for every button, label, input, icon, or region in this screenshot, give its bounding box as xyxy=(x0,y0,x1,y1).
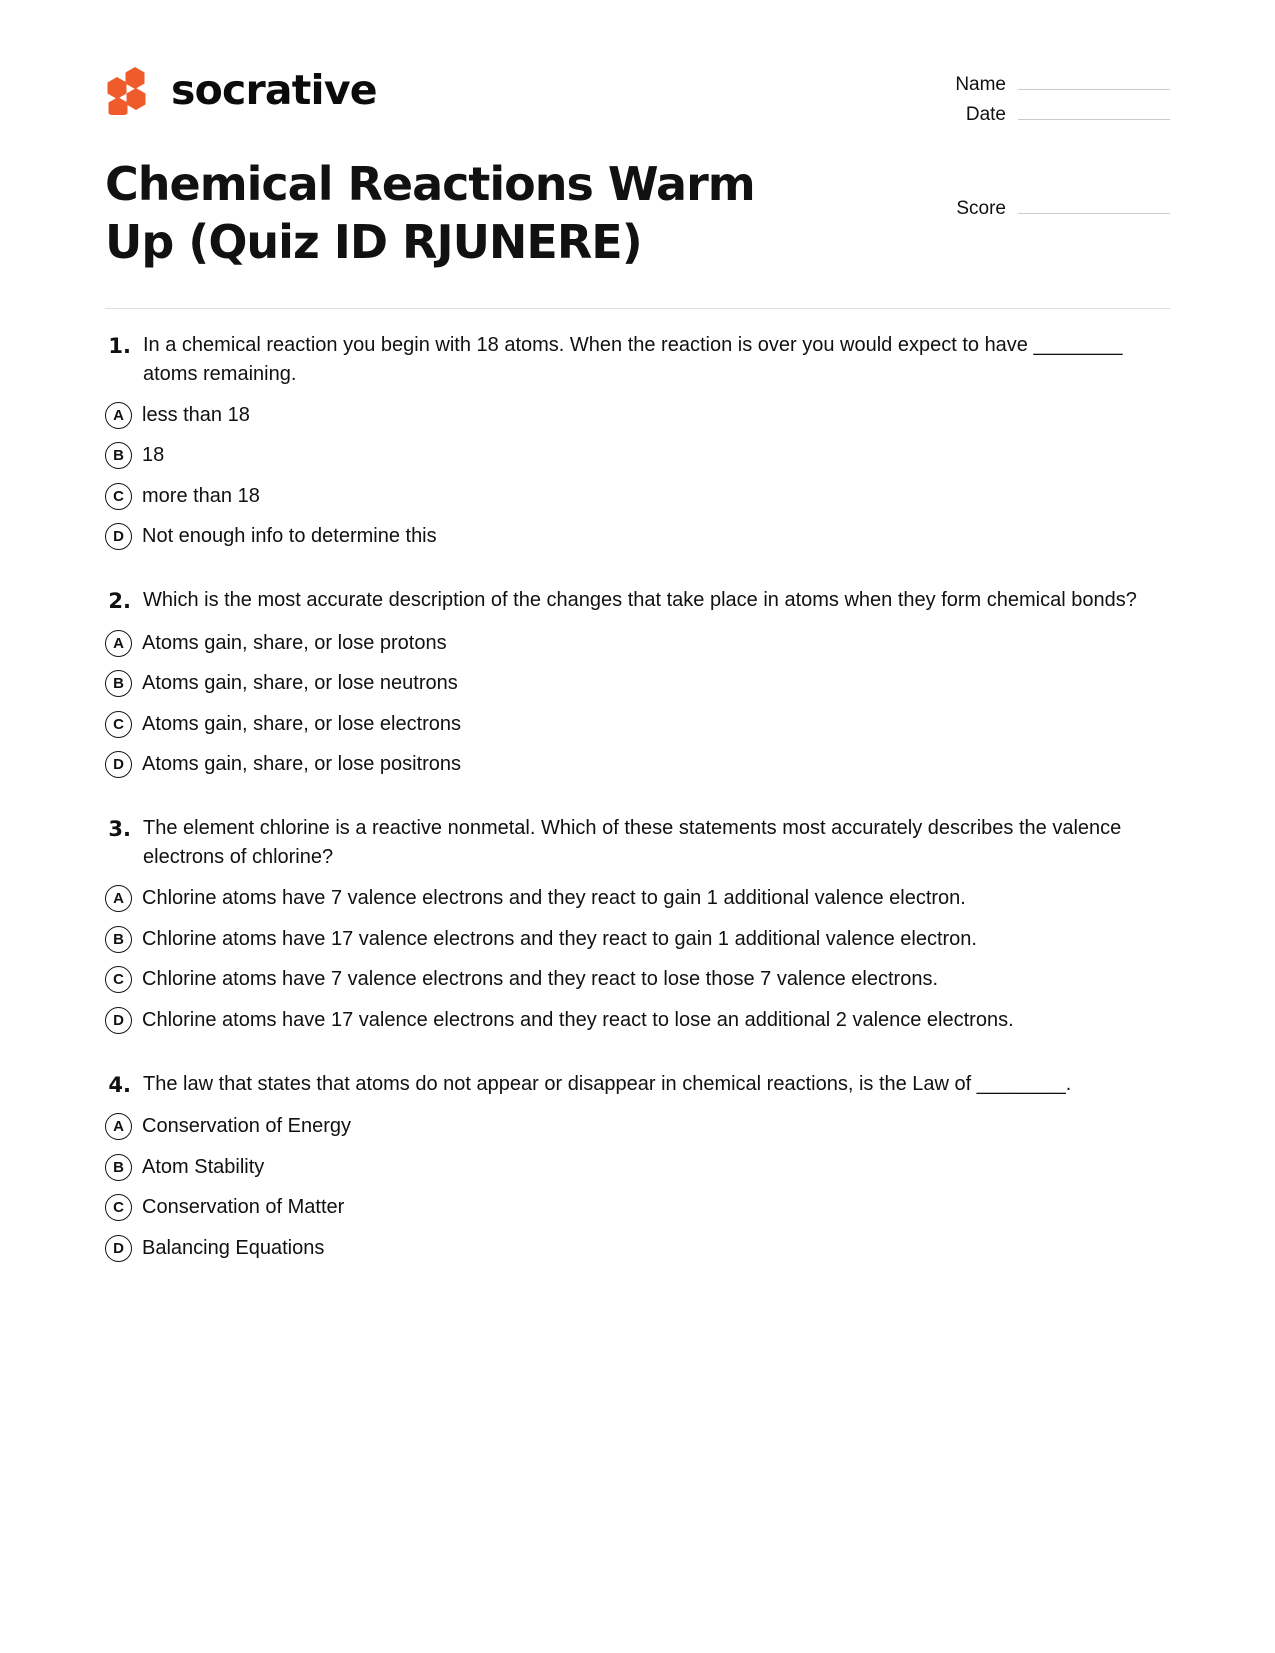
choice-label: Atoms gain, share, or lose neutrons xyxy=(142,672,458,695)
question-number: 3. xyxy=(108,817,131,842)
choice-list xyxy=(105,883,1170,1034)
name-label: Name xyxy=(955,74,1006,95)
title-zone xyxy=(0,134,1275,272)
choice-bubble-b[interactable]: B xyxy=(105,1154,132,1181)
choice-option[interactable] xyxy=(105,521,1170,550)
choice-label: Chlorine atoms have 7 valence electrons and they react to lose those 7 valence electrons. xyxy=(142,968,939,991)
choice-bubble-c[interactable]: C xyxy=(105,1194,132,1221)
choice-label: more than 18 xyxy=(142,484,260,507)
name-field-row xyxy=(925,74,1170,96)
questions-list xyxy=(0,309,1275,1262)
choice-option[interactable] xyxy=(105,964,1170,993)
choice-label: Not enough info to determine this xyxy=(142,525,437,548)
choice-bubble-c[interactable]: C xyxy=(105,966,132,993)
choice-list xyxy=(105,1111,1170,1262)
question-heading xyxy=(105,1070,1170,1100)
page-title: Chemical Reactions Warm Up (Quiz ID RJUNERE) xyxy=(105,157,755,269)
date-field-row xyxy=(925,104,1170,126)
choice-label: less than 18 xyxy=(142,403,250,426)
choice-bubble-c[interactable]: C xyxy=(105,483,132,510)
question-heading xyxy=(105,331,1170,389)
brand-name: socrative xyxy=(171,65,377,114)
choice-option[interactable] xyxy=(105,440,1170,469)
choice-list xyxy=(105,628,1170,779)
score-field-row xyxy=(925,198,1170,220)
socrative-brand xyxy=(105,62,377,118)
choice-label: Atoms gain, share, or lose positrons xyxy=(142,753,462,776)
question-text: In a chemical reaction you begin with 18 atoms. When the reaction is over you would expect to have ________ atoms remaining. xyxy=(143,333,1123,385)
choice-option[interactable] xyxy=(105,481,1170,510)
choice-bubble-d[interactable]: D xyxy=(105,1007,132,1034)
choice-option[interactable] xyxy=(105,883,1170,912)
choice-option[interactable] xyxy=(105,924,1170,953)
page-header xyxy=(0,0,1275,134)
question-item xyxy=(105,1070,1170,1262)
choice-bubble-a[interactable]: A xyxy=(105,402,132,429)
question-number: 2. xyxy=(108,589,131,614)
score-label: Score xyxy=(956,198,1006,219)
choice-label: Atoms gain, share, or lose electrons xyxy=(142,712,462,735)
choice-bubble-a[interactable]: A xyxy=(105,630,132,657)
choice-bubble-a[interactable]: A xyxy=(105,1113,132,1140)
choice-list xyxy=(105,400,1170,551)
question-item xyxy=(105,331,1170,551)
question-text: The law that states that atoms do not appear or disappear in chemical reactions, is the Law of ________. xyxy=(143,1073,1072,1096)
socrative-hexagon-logo-icon xyxy=(105,65,155,115)
choice-option[interactable] xyxy=(105,749,1170,778)
choice-bubble-b[interactable]: B xyxy=(105,670,132,697)
choice-bubble-a[interactable]: A xyxy=(105,885,132,912)
choice-label: Balancing Equations xyxy=(142,1236,325,1259)
score-write-line[interactable] xyxy=(1018,213,1170,214)
choice-bubble-c[interactable]: C xyxy=(105,711,132,738)
choice-label: Chlorine atoms have 17 valence electrons and they react to lose an additional 2 valence electrons. xyxy=(142,1008,1014,1031)
choice-label: Chlorine atoms have 17 valence electrons and they react to gain 1 additional valence electron. xyxy=(142,927,977,950)
question-text: Which is the most accurate description of the changes that take place in atoms when they form chemical bonds? xyxy=(143,589,1137,612)
question-number: 4. xyxy=(108,1073,131,1098)
choice-option[interactable] xyxy=(105,1152,1170,1181)
question-item xyxy=(105,586,1170,778)
choice-option[interactable] xyxy=(105,1111,1170,1140)
choice-option[interactable] xyxy=(105,628,1170,657)
question-number: 1. xyxy=(108,333,131,358)
choice-label: Atom Stability xyxy=(142,1155,265,1178)
score-field-block xyxy=(925,156,1170,228)
choice-label: Conservation of Matter xyxy=(142,1196,345,1219)
choice-bubble-b[interactable]: B xyxy=(105,926,132,953)
choice-label: Chlorine atoms have 7 valence electrons and they react to gain 1 additional valence electron. xyxy=(142,887,966,910)
choice-option[interactable] xyxy=(105,709,1170,738)
question-heading xyxy=(105,586,1170,616)
choice-bubble-b[interactable]: B xyxy=(105,442,132,469)
choice-bubble-d[interactable]: D xyxy=(105,523,132,550)
choice-bubble-d[interactable]: D xyxy=(105,751,132,778)
date-write-line[interactable] xyxy=(1018,119,1170,120)
choice-option[interactable] xyxy=(105,1192,1170,1221)
choice-option[interactable] xyxy=(105,1233,1170,1262)
name-write-line[interactable] xyxy=(1018,89,1170,90)
choice-option[interactable] xyxy=(105,1005,1170,1034)
choice-bubble-d[interactable]: D xyxy=(105,1235,132,1262)
question-heading xyxy=(105,814,1170,872)
date-label: Date xyxy=(965,104,1006,125)
choice-option[interactable] xyxy=(105,400,1170,429)
question-item xyxy=(105,814,1170,1034)
choice-label: 18 xyxy=(142,444,165,467)
student-meta-fields xyxy=(925,62,1170,134)
choice-option[interactable] xyxy=(105,668,1170,697)
question-text: The element chlorine is a reactive nonmetal. Which of these statements most accurately describes the valence electrons of chlorine? xyxy=(143,817,1122,869)
choice-label: Conservation of Energy xyxy=(142,1115,352,1138)
choice-label: Atoms gain, share, or lose protons xyxy=(142,631,447,654)
